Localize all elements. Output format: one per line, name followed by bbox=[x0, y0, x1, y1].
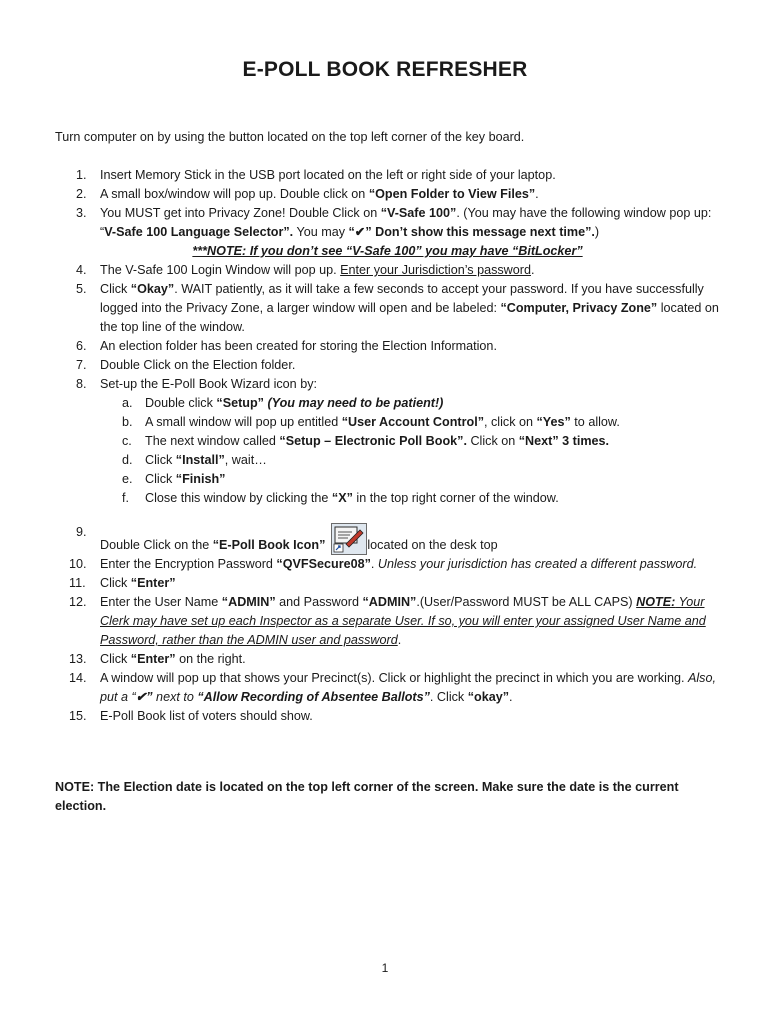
step-2: 2. A small box/window will pop up. Double click on “Open Folder to View Files”. bbox=[76, 187, 539, 201]
step-15: 15. E-Poll Book list of voters should show. bbox=[69, 709, 313, 723]
step-8a: a. Double click “Setup” (You may need to be patient!) bbox=[122, 396, 444, 410]
step-10: 10. Enter the Encryption Password “QVFSecure08”. Unless your jurisdiction has created a different password. bbox=[69, 557, 698, 571]
step-8f: f. Close this window by clicking the “X” in the top right corner of the window. bbox=[122, 491, 559, 505]
spacer bbox=[55, 508, 720, 523]
intro-text: Turn computer on by using the button located on the top left corner of the key board. bbox=[55, 130, 525, 144]
step-8d: d. Click “Install”, wait… bbox=[122, 453, 267, 467]
step-5: 5. Click “Okay”. WAIT patiently, as it will take a few seconds to accept your password. If you have successfully logged into the Privacy Zone, a larger window will open and be labeled: “Computer, Privacy Zone” located on the top line of the window. bbox=[76, 282, 719, 334]
page-number: 1 bbox=[381, 961, 389, 975]
step-8e: e. Click “Finish” bbox=[122, 472, 226, 486]
page-title: E-POLL BOOK REFRESHER bbox=[242, 58, 528, 81]
step-9: 9. Double Click on the “E-Poll Book Icon” located on the desk top bbox=[55, 523, 720, 555]
step-3: 3. You MUST get into Privacy Zone! Double Click on “V-Safe 100”. (You may have the following window pop up: “V-Safe 100 Language Selector”. You may “✔” Don’t show this message next time”.) bbox=[76, 206, 712, 239]
step-12: 12. Enter the User Name “ADMIN” and Password “ADMIN”.(User/Password MUST be ALL CAPS) NOTE: Your Clerk may have set up each Inspector as a separate User. If so, you will enter your assigned User Name and Password, rather than the ADMIN user and password. bbox=[69, 595, 706, 647]
steps-list bbox=[55, 166, 720, 726]
step-4: 4. The V-Safe 100 Login Window will pop up. Enter your Jurisdiction’s password. bbox=[76, 263, 535, 277]
step-8b: b. A small window will pop up entitled “User Account Control”, click on “Yes” to allow. bbox=[122, 415, 620, 429]
step-13: 13. Click “Enter” on the right. bbox=[69, 652, 246, 666]
step-14: 14. A window will pop up that shows your Precinct(s). Click or highlight the precinct in which you are working. Also, put a “✔” next to “Allow Recording of Absentee Ballots”. Click “okay”. bbox=[69, 671, 716, 704]
step-11: 11. Click “Enter” bbox=[69, 576, 176, 590]
step-8c: c. The next window called “Setup – Electronic Poll Book”. Click on “Next” 3 times. bbox=[122, 434, 610, 448]
step-6: 6. An election folder has been created for storing the Election Information. bbox=[76, 339, 497, 353]
bitlocker-note: ***NOTE: If you don’t see “V-Safe 100” you may have “BitLocker” bbox=[192, 244, 583, 258]
e-poll-book-desktop-icon bbox=[331, 523, 367, 555]
step-7: 7. Double Click on the Election folder. bbox=[76, 358, 296, 372]
step-1: 1. Insert Memory Stick in the USB port located on the left or right side of your laptop. bbox=[76, 168, 556, 182]
step-8: 8. Set-up the E-Poll Book Wizard icon by: bbox=[76, 377, 317, 391]
election-date-note: NOTE: The Election date is located on the top left corner of the screen. Make sure the date is the current election. bbox=[55, 780, 679, 813]
